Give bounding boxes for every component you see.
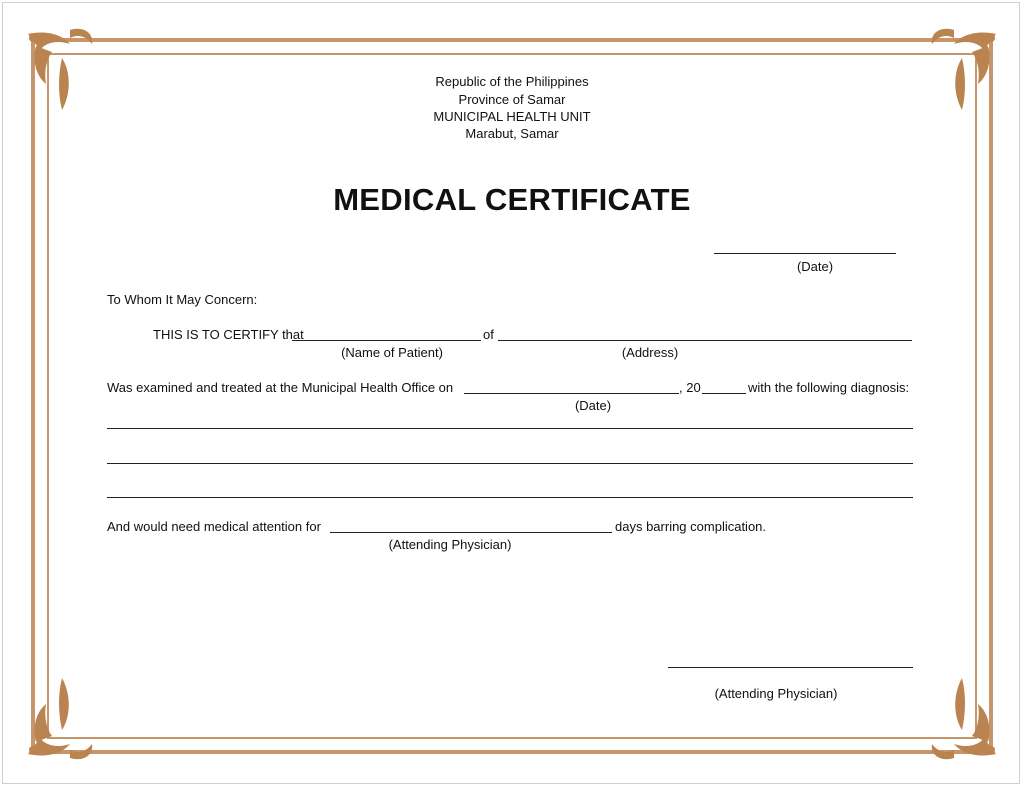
date-caption: (Date) [796,259,834,274]
certificate-title: MEDICAL CERTIFICATE [333,182,691,217]
attention-suffix: days barring complication. [615,519,767,534]
patient-name-caption: (Name of Patient) [341,345,443,360]
address-field[interactable] [498,340,912,341]
attention-days-field[interactable] [330,532,612,533]
exam-date-caption: (Date) [574,398,612,413]
physician-signature-field[interactable] [668,667,913,668]
ornament-bottom-right-icon [932,678,996,759]
patient-name-field[interactable] [292,340,481,341]
header-health-unit: MUNICIPAL HEALTH UNIT [433,109,591,124]
salutation: To Whom It May Concern: [107,292,258,307]
date-field[interactable] [714,253,896,254]
diagnosis-line-2[interactable] [107,463,913,464]
border-outer-line [33,40,991,752]
examined-year-prefix: , 20 [679,380,701,395]
header-municipality: Marabut, Samar [465,126,559,141]
address-caption: (Address) [621,345,679,360]
ornament-bottom-left-icon [28,678,92,759]
examined-prefix: Was examined and treated at the Municipal Health Office on [107,380,454,395]
exam-year-field[interactable] [702,393,746,394]
exam-date-field[interactable] [464,393,679,394]
diagnosis-line-3[interactable] [107,497,913,498]
examined-suffix: with the following diagnosis: [748,380,910,395]
certify-of: of [483,327,494,342]
header-republic: Republic of the Philippines [435,74,589,89]
physician-caption: (Attending Physician) [714,686,838,701]
certify-prefix: THIS IS TO CERTIFY that [153,327,304,342]
diagnosis-line-1[interactable] [107,428,913,429]
attention-prefix: And would need medical attention for [107,519,321,534]
attention-caption: (Attending Physician) [388,537,512,552]
header-province: Province of Samar [458,92,566,107]
border-inner-line [48,54,976,738]
